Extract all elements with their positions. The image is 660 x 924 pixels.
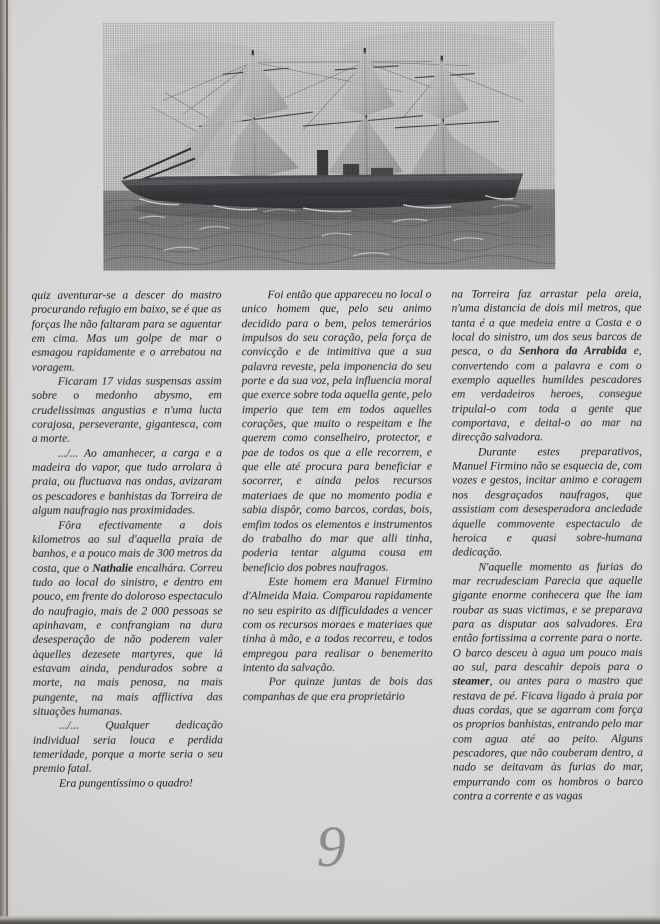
paragraph bbox=[32, 518, 223, 719]
page-number: 9 bbox=[316, 813, 346, 880]
text-run: N'aquelle momento as furias do mar recrudesciam Parecia que aquelle gigante enorme conhecera que lhe iam roubar as suas victimas, e se preparava para as disputar aos salvadores. Era então fortissima a corrente para o norte. O barco desceu à agua um pouco mais ao sul, para descahir depois para o bbox=[452, 559, 643, 674]
text-run: encalhára. Correu tudo ao local do sinistro, e dentro em pouco, em frente do doloroso espectaculo do naufragio, mais de 2 000 pessoas se apinhavam, e confrangiam na dura desesperação de não poderem valer àquelles dezesete martyres, que lá estavam ainda, pendurados sobre a morte, na mais penosa, na mais pungente, na mais afflictiva das situações humanas. bbox=[32, 560, 223, 718]
text-run: Ficaram 17 vidas suspensas assim sobre o medonho abysmo, em crudelissimas angustias e n'uma lucta corajosa, perseverante, gigantesca, com a morte. bbox=[31, 374, 222, 446]
text-run: Era pungentíssimo o quadro! bbox=[58, 776, 193, 790]
ship-engraving-svg bbox=[103, 21, 556, 270]
text-run: Fôra efectivamente a dois kilometros ao sul d'aquella praia de banhos, e a pouco mais de 300 metros da costa, que o bbox=[32, 517, 223, 575]
text-run: , ou antes para o mastro que restava de pé. Ficava ligado à praia por duas cordas, que se agarram com força os proprios banhistas, entrando pelo mar com agua até ao peito. Alguns pescadores, que não couberam dentro, a nado se deitavam às furias do mar, empurrando com os hombros o barco contra a corrente e as vagas bbox=[452, 674, 644, 803]
text-run: .../... Qualquer dedicação individual seria louca e perdida temeridade, porque a morte seria o seu premio fatal. bbox=[32, 718, 223, 776]
scan-binding-line bbox=[6, 0, 8, 924]
article-columns bbox=[31, 287, 643, 889]
text-run: na Torreira faz arrastar pela areia, n'uma distancia de dois mil metros, que tanta é a que medeia entre a Costa e o local do sinistro, um dos seus barcos de pesca, o da bbox=[451, 287, 642, 358]
ship-engraving bbox=[103, 21, 556, 270]
paragraph bbox=[243, 675, 433, 704]
text-run: .../... Ao amanhecer, a carga e a madeira do vapor, que tudo arrolara à praia, ou fluctuava nas ondas, avizaram os pescadores e banhistas da Torreira de algum naufragio nas proximidades. bbox=[31, 446, 223, 518]
text-column-2 bbox=[241, 288, 432, 705]
paragraph bbox=[32, 374, 222, 446]
emphasis-name: steamer bbox=[452, 674, 490, 688]
paragraph bbox=[33, 719, 223, 777]
emphasis-name: Nathalie bbox=[92, 561, 134, 575]
text-run: e, convertendo com a palavra e com o exemplo aquelles humildes pescadores em verdadeiros heroes, consegue tripulal-o com toda a gente que comportava, e deital-o ao mar na direcção salvadora. bbox=[451, 344, 642, 445]
paragraph bbox=[32, 446, 222, 518]
text-run: Este homem era Manuel Firmino d'Almeida Maia. Comparou rapidamente no seu espirito as difficuldades a vencer com os recursos moraes e materiaes que tinha à mão, e a todos recorreu, e todos empregou para realisar o benemerito intento da salvação. bbox=[242, 574, 433, 675]
emphasis-name: Senhora da Arrabida bbox=[518, 344, 627, 358]
paragraph bbox=[451, 287, 641, 445]
text-run: quiz aventurar-se a descer do mastro procurando refugio em baixo, se é que as forças lhe não faltaram para se aguentar em cima. Mas um golpe de mar o esmagou rapidamente e o arrebatou na voragem. bbox=[31, 288, 222, 374]
text-run: Por quinze juntas de bois das companhas de que era proprietário bbox=[242, 674, 433, 703]
paragraph bbox=[452, 445, 642, 560]
paragraph bbox=[31, 288, 221, 375]
text-run: Foi então que appareceu no local o unico homem que, pelo seu animo decidido para o bem, pelos temerários impulsos do seu coração, pela força de convicção e de intimitiva que a sua palavra reveste, pela imponencia do seu porte e da sua voz, pela influencia moral que exerce sobre toda aquella gente, pelo imperio que tem em todos aquelles corações, que muito o respeitam e lhe querem como conselheiro, protector, e pae de todos os que a elle recorrem, e que elle até procura para beneficiar e socorrer, e ainda pelos recursos materiaes de que no momento podia e sabia dispôr, como barcos, cordas, bois, emfim todos os elementos e instrumentos do trabalho do mar que alli tinha, poderia tentar alguma cousa em beneficio dos pobres naufragos. bbox=[241, 287, 433, 574]
text-column-3 bbox=[451, 287, 643, 804]
paragraph bbox=[242, 575, 432, 676]
scan-right-edge-shadow bbox=[650, 0, 660, 924]
paragraph bbox=[241, 288, 432, 575]
text-column-1 bbox=[31, 288, 223, 791]
text-run: Durante estes preparativos, Manuel Firmino não se esquecia de, com vozes e gestos, incitar animo e coragem nos desgraçados naufragos, que assistiam com desesperadora anciedade áquelle commovente espectaculo de heroica e quasi sobre-humana dedicação. bbox=[451, 444, 643, 559]
paragraph bbox=[33, 776, 223, 791]
scan-bottom-edge-shadow bbox=[0, 915, 660, 924]
scan-left-edge-shadow bbox=[0, 0, 13, 924]
paragraph bbox=[452, 560, 643, 804]
